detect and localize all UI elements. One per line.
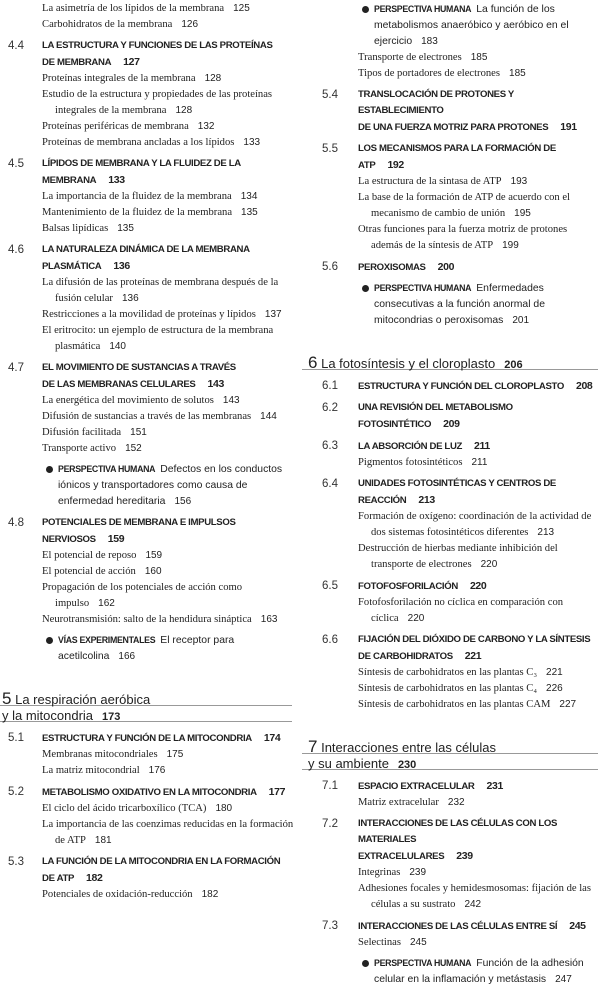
page-number: 177 xyxy=(268,786,286,798)
page-number: 152 xyxy=(125,443,142,454)
toc-section xyxy=(302,378,600,395)
bullet-icon xyxy=(46,466,53,473)
page-number: 231 xyxy=(486,780,503,792)
entry-title: Integrinas xyxy=(358,867,401,878)
toc-subentry xyxy=(0,221,298,237)
toc-section xyxy=(302,438,600,455)
toc-section xyxy=(0,38,298,71)
entry-title: Pigmentos fotosintéticos xyxy=(358,457,463,468)
entry-title: Difusión facilitada xyxy=(42,427,122,438)
section-number: 5.1 xyxy=(8,732,24,744)
section-title: LA FUNCIÓN DE LA MITOCONDRIA EN LA FORMACIÓN DE ATP xyxy=(42,856,281,884)
toc-section xyxy=(0,784,298,801)
bullet-icon xyxy=(362,285,369,292)
page-number: 174 xyxy=(263,732,281,744)
page-number: 199 xyxy=(502,240,519,251)
toc-subentry xyxy=(302,50,600,66)
entry-title: El eritrocito: un ejemplo de estructura de la membrana plasmática xyxy=(42,325,274,352)
toc-subentry xyxy=(0,564,298,580)
page-number: 133 xyxy=(243,137,261,148)
page-number: 211 xyxy=(471,457,488,468)
section-title: METABOLISMO OXIDATIVO EN LA MITOCONDRIA xyxy=(42,787,257,798)
page-number: 135 xyxy=(117,223,134,234)
page-number: 135 xyxy=(241,207,258,218)
entry-title: Otras funciones para la fuerza motriz de protones además de la síntesis de ATP xyxy=(358,224,568,251)
toc-subentry xyxy=(302,795,600,811)
entry-title: Transporte de electrones xyxy=(358,52,462,63)
toc-subentry xyxy=(302,681,600,697)
toc-subentry xyxy=(302,541,600,573)
feature-label: PERSPECTIVA HUMANA xyxy=(374,4,472,14)
section-number: 5.5 xyxy=(322,143,338,155)
toc-subentry xyxy=(302,881,600,913)
page-number: 208 xyxy=(575,380,593,392)
toc-subentry xyxy=(0,612,298,628)
section-title: ESTRUCTURA Y FUNCIÓN DEL CLOROPLASTO xyxy=(358,381,564,392)
toc-subentry xyxy=(302,935,600,951)
chapter-number: 5 xyxy=(2,689,12,708)
section-title: LA ESTRUCTURA Y FUNCIONES DE LAS PROTEÍNAS DE MEMBRANA xyxy=(42,40,273,68)
page-number: 140 xyxy=(109,341,126,352)
page-number: 195 xyxy=(514,208,531,219)
section-number: 6.4 xyxy=(322,478,338,490)
toc-section xyxy=(0,730,298,747)
section-number: 4.4 xyxy=(8,40,24,52)
entry-title: La base de la formación de ATP de acuerdo con el mecanismo de cambio de unión xyxy=(358,192,570,219)
page-number: 127 xyxy=(123,56,140,68)
toc-subentry xyxy=(0,763,298,779)
page-number: 239 xyxy=(409,867,427,878)
bullet-icon xyxy=(362,6,369,13)
page-number: 136 xyxy=(121,293,139,304)
entry-title: El potencial de acción xyxy=(42,566,136,577)
page-number: 137 xyxy=(264,309,282,320)
page-number: 245 xyxy=(409,937,427,948)
toc-section xyxy=(302,87,600,136)
entry-title: La importancia de la fluidez de la membrana xyxy=(42,191,232,202)
section-number: 7.3 xyxy=(322,920,338,932)
toc-subentry xyxy=(0,17,298,33)
toc-section xyxy=(302,632,600,665)
feature-label: PERSPECTIVA HUMANA xyxy=(58,464,156,474)
page-number: 213 xyxy=(418,494,435,506)
bullet-icon xyxy=(362,960,369,967)
section-title: ESPACIO EXTRACELULAR xyxy=(358,781,475,792)
section-number: 4.8 xyxy=(8,517,24,529)
page-number: 206 xyxy=(504,359,523,371)
entry-title: Matriz extracelular xyxy=(358,797,439,808)
toc-subentry xyxy=(302,455,600,471)
page-number: 209 xyxy=(443,418,460,430)
page-number: 181 xyxy=(94,835,112,846)
toc-subentry xyxy=(302,697,600,713)
toc-subentry xyxy=(0,747,298,763)
page-number: 163 xyxy=(260,614,278,625)
page-number: 191 xyxy=(560,121,577,133)
section-title: UNIDADES FOTOSINTÉTICAS Y CENTROS DE REACCIÓN xyxy=(358,478,556,506)
toc-section xyxy=(0,515,298,548)
section-number: 4.7 xyxy=(8,362,24,374)
section-number: 6.2 xyxy=(322,402,338,414)
section-title: POTENCIALES DE MEMBRANA E IMPULSOS NERVIOSOS xyxy=(42,517,236,545)
section-title: TRANSLOCACIÓN DE PROTONES Y ESTABLECIMIENTO DE UNA FUERZA MOTRIZ PARA PROTONES xyxy=(358,89,549,133)
toc-subentry xyxy=(0,425,298,441)
toc-subentry xyxy=(0,548,298,564)
chapter-title: La respiración aeróbica y la mitocondria xyxy=(2,692,151,723)
page-number: 247 xyxy=(555,974,572,985)
feature-title: Función de la adhesión celular en la inflamación y metástasis xyxy=(374,958,584,985)
page-number: 143 xyxy=(222,395,240,406)
toc-chapter-heading xyxy=(302,355,598,373)
entry-title: Selectinas xyxy=(358,937,401,948)
entry-title: La difusión de las proteínas de membrana después de la fusión celular xyxy=(42,277,279,304)
chapter-title: Interacciones entre las células y su ambiente xyxy=(308,740,496,771)
chapter-number: 6 xyxy=(308,353,318,372)
page-number: 151 xyxy=(130,427,147,438)
toc-subentry xyxy=(0,275,298,307)
page-number: 128 xyxy=(204,73,222,84)
toc-column-left xyxy=(0,0,298,903)
page-number: 125 xyxy=(233,3,250,14)
toc-section xyxy=(0,242,298,275)
entry-title: Fotofosforilación no cíclica en comparación con cíclica xyxy=(358,597,564,624)
page-number: 156 xyxy=(174,496,192,507)
feature-label: PERSPECTIVA HUMANA xyxy=(374,958,472,968)
entry-title: Formación de oxígeno: coordinación de la actividad de dos sistemas fotosintéticos diferentes xyxy=(358,511,592,538)
page-number: 182 xyxy=(86,872,103,884)
section-title: EL MOVIMIENTO DE SUSTANCIAS A TRAVÉS DE LAS MEMBRANAS CELULARES xyxy=(42,362,236,390)
toc-subentry xyxy=(0,189,298,205)
page-number: 160 xyxy=(144,566,162,577)
section-title: LA ABSORCIÓN DE LUZ xyxy=(358,441,463,452)
page-number: 183 xyxy=(421,36,438,47)
feature-label: PERSPECTIVA HUMANA xyxy=(374,283,472,293)
toc-subentry xyxy=(0,71,298,87)
feature-label: VÍAS EXPERIMENTALES xyxy=(58,635,156,645)
toc-section xyxy=(302,778,600,795)
toc-subentry xyxy=(302,222,600,254)
toc-chapter-heading xyxy=(302,739,598,773)
toc-subentry xyxy=(0,323,298,355)
entry-title: Mantenimiento de la fluidez de la membrana xyxy=(42,207,233,218)
entry-title: La estructura de la sintasa de ATP xyxy=(358,176,502,187)
page-number: 232 xyxy=(447,797,465,808)
page-number: 192 xyxy=(387,159,404,171)
page-number: 220 xyxy=(407,613,425,624)
entry-title: Transporte activo xyxy=(42,443,117,454)
toc-subentry xyxy=(0,887,298,903)
page-number: 180 xyxy=(215,803,233,814)
entry-title: Proteínas periféricas de membrana xyxy=(42,121,189,132)
toc-subentry xyxy=(0,119,298,135)
feature-title: La función de los metabolismos anaeróbico y aeróbico en el ejercicio xyxy=(374,4,569,47)
page-number: 182 xyxy=(201,889,219,900)
entry-title: Restricciones a la movilidad de proteínas y lípidos xyxy=(42,309,256,320)
section-number: 7.1 xyxy=(322,780,338,792)
toc-subentry xyxy=(0,205,298,221)
page-number: 227 xyxy=(559,699,577,710)
entry-title: Síntesis de carbohidratos en las plantas C₃ xyxy=(358,667,538,678)
section-title: ESTRUCTURA Y FUNCIÓN DE LA MITOCONDRIA xyxy=(42,733,252,744)
page-number: 134 xyxy=(240,191,258,202)
section-title: INTERACCIONES DE LAS CÉLULAS ENTRE SÍ xyxy=(358,921,558,932)
page-number: 136 xyxy=(113,260,130,272)
page-number: 220 xyxy=(469,580,487,592)
entry-title: Balsas lipídicas xyxy=(42,223,109,234)
entry-title: Difusión de sustancias a través de las membranas xyxy=(42,411,252,422)
section-number: 4.6 xyxy=(8,244,24,256)
toc-section xyxy=(302,816,600,865)
page-number: 226 xyxy=(546,683,563,694)
toc-subentry xyxy=(0,441,298,457)
page-number: 143 xyxy=(207,378,224,390)
entry-title: Adhesiones focales y hemidesmosomas: fijación de las células a su sustrato xyxy=(358,883,592,910)
toc-section xyxy=(0,854,298,887)
entry-title: Neurotransmisión: salto de la hendidura sináptica xyxy=(42,614,252,625)
bullet-icon xyxy=(46,637,53,644)
section-number: 6.3 xyxy=(322,440,338,452)
section-number: 6.1 xyxy=(322,380,338,392)
section-number: 6.5 xyxy=(322,580,338,592)
toc-subentry xyxy=(0,307,298,323)
page-number: 159 xyxy=(107,533,125,545)
toc-subentry xyxy=(0,135,298,151)
page-number: 128 xyxy=(175,105,193,116)
toc-section xyxy=(302,918,600,935)
entry-title: El ciclo del ácido tricarboxílico (TCA) xyxy=(42,803,207,814)
toc-subentry xyxy=(302,66,600,82)
page-number: 193 xyxy=(510,176,528,187)
toc-chapter-heading xyxy=(0,691,292,725)
toc-subentry xyxy=(0,1,298,17)
toc-section xyxy=(302,476,600,509)
toc-subentry xyxy=(302,190,600,222)
toc-feature-box xyxy=(302,1,600,50)
entry-title: El potencial de reposo xyxy=(42,550,137,561)
toc-section xyxy=(302,141,600,174)
toc-feature-box xyxy=(0,461,298,510)
page-number: 230 xyxy=(397,759,417,771)
page-number: 159 xyxy=(145,550,163,561)
toc-section xyxy=(302,578,600,595)
section-title: INTERACCIONES DE LAS CÉLULAS CON LOS MATERIALES EXTRACELULARES xyxy=(358,818,558,862)
section-title: FIJACIÓN DEL DIÓXIDO DE CARBONO Y LA SÍNTESIS DE CARBOHIDRATOS xyxy=(358,634,591,662)
page-number: 185 xyxy=(509,68,526,79)
section-number: 5.4 xyxy=(322,89,338,101)
page-number: 133 xyxy=(108,174,125,186)
chapter-title: La fotosíntesis y el cloroplasto xyxy=(321,356,496,371)
toc-subentry xyxy=(302,509,600,541)
section-number: 6.6 xyxy=(322,634,338,646)
section-number: 5.3 xyxy=(8,856,24,868)
entry-title: La asimetría de los lípidos de la membrana xyxy=(42,3,225,14)
entry-title: Destrucción de hierbas mediante inhibición del transporte de electrones xyxy=(358,543,558,570)
page-number: 173 xyxy=(102,711,121,723)
page-number: 175 xyxy=(166,749,184,760)
toc-section xyxy=(302,400,600,433)
section-number: 5.2 xyxy=(8,786,24,798)
section-title: LÍPIDOS DE MEMBRANA Y LA FLUIDEZ DE LA MEMBRANA xyxy=(42,158,241,186)
toc-subentry xyxy=(302,865,600,881)
page-number: 242 xyxy=(464,899,482,910)
entry-title: Proteínas integrales de la membrana xyxy=(42,73,196,84)
page-number: 176 xyxy=(148,765,166,776)
entry-title: La energética del movimiento de solutos xyxy=(42,395,214,406)
feature-title: Defectos en los conductos iónicos y transportadores como causa de enfermedad hereditaria xyxy=(58,464,283,507)
section-title: UNA REVISIÓN DEL METABOLISMO FOTOSINTÉTICO xyxy=(358,402,513,430)
page-number: 166 xyxy=(118,651,136,662)
toc-subentry xyxy=(0,580,298,612)
entry-title: Síntesis de carbohidratos en las plantas C₄ xyxy=(358,683,538,694)
toc-section xyxy=(0,360,298,393)
page-number: 201 xyxy=(512,315,530,326)
section-title: LA NATURALEZA DINÁMICA DE LA MEMBRANA PLASMÁTICA xyxy=(42,244,250,272)
entry-title: Propagación de los potenciales de acción como impulso xyxy=(42,582,243,609)
page-number: 211 xyxy=(474,440,490,452)
entry-title: La importancia de las coenzimas reducidas en la formación de ATP xyxy=(42,819,294,846)
toc-section xyxy=(0,156,298,189)
page-number: 132 xyxy=(197,121,215,132)
page-number: 200 xyxy=(437,261,455,273)
toc-subentry xyxy=(0,409,298,425)
page-number: 126 xyxy=(181,19,199,30)
feature-title: El receptor para acetilcolina xyxy=(58,635,235,662)
entry-title: Membranas mitocondriales xyxy=(42,749,158,760)
section-number: 5.6 xyxy=(322,261,338,273)
page-number: 162 xyxy=(98,598,115,609)
page-number: 239 xyxy=(456,850,473,862)
feature-title: Enfermedades consecutivas a la función anormal de mitocondrias o peroxisomas xyxy=(374,283,545,326)
toc-subentry xyxy=(0,801,298,817)
entry-title: Potenciales de oxidación-reducción xyxy=(42,889,193,900)
page-number: 144 xyxy=(260,411,277,422)
page-number: 221 xyxy=(546,667,563,678)
entry-title: Estudio de la estructura y propiedades de las proteínas integrales de la membrana xyxy=(42,89,273,116)
toc-subentry xyxy=(0,817,298,849)
toc-subentry xyxy=(0,87,298,119)
section-number: 7.2 xyxy=(322,818,338,830)
toc-subentry xyxy=(302,174,600,190)
chapter-number: 7 xyxy=(308,737,318,756)
entry-title: La matriz mitocondrial xyxy=(42,765,140,776)
page-number: 220 xyxy=(480,559,498,570)
entry-title: Carbohidratos de la membrana xyxy=(42,19,173,30)
section-number: 4.5 xyxy=(8,158,24,170)
entry-title: Tipos de portadores de electrones xyxy=(358,68,501,79)
toc-section xyxy=(302,259,600,276)
page-number: 221 xyxy=(464,650,482,662)
toc-feature-box xyxy=(0,632,298,665)
toc-feature-box xyxy=(302,280,600,329)
entry-title: Proteínas de membrana ancladas a los lípidos xyxy=(42,137,235,148)
section-title: LOS MECANISMOS PARA LA FORMACIÓN DE ATP xyxy=(358,143,556,171)
toc-subentry xyxy=(302,665,600,681)
toc-subentry xyxy=(0,393,298,409)
page-number: 185 xyxy=(470,52,488,63)
page-number: 245 xyxy=(569,920,586,932)
toc-column-right xyxy=(302,0,600,988)
section-title: PEROXISOMAS xyxy=(358,262,426,273)
toc-subentry xyxy=(302,595,600,627)
entry-title: Síntesis de carbohidratos en las plantas CAM xyxy=(358,699,551,710)
toc-feature-box xyxy=(302,955,600,988)
page-number: 213 xyxy=(537,527,555,538)
section-title: FOTOFOSFORILACIÓN xyxy=(358,581,458,592)
